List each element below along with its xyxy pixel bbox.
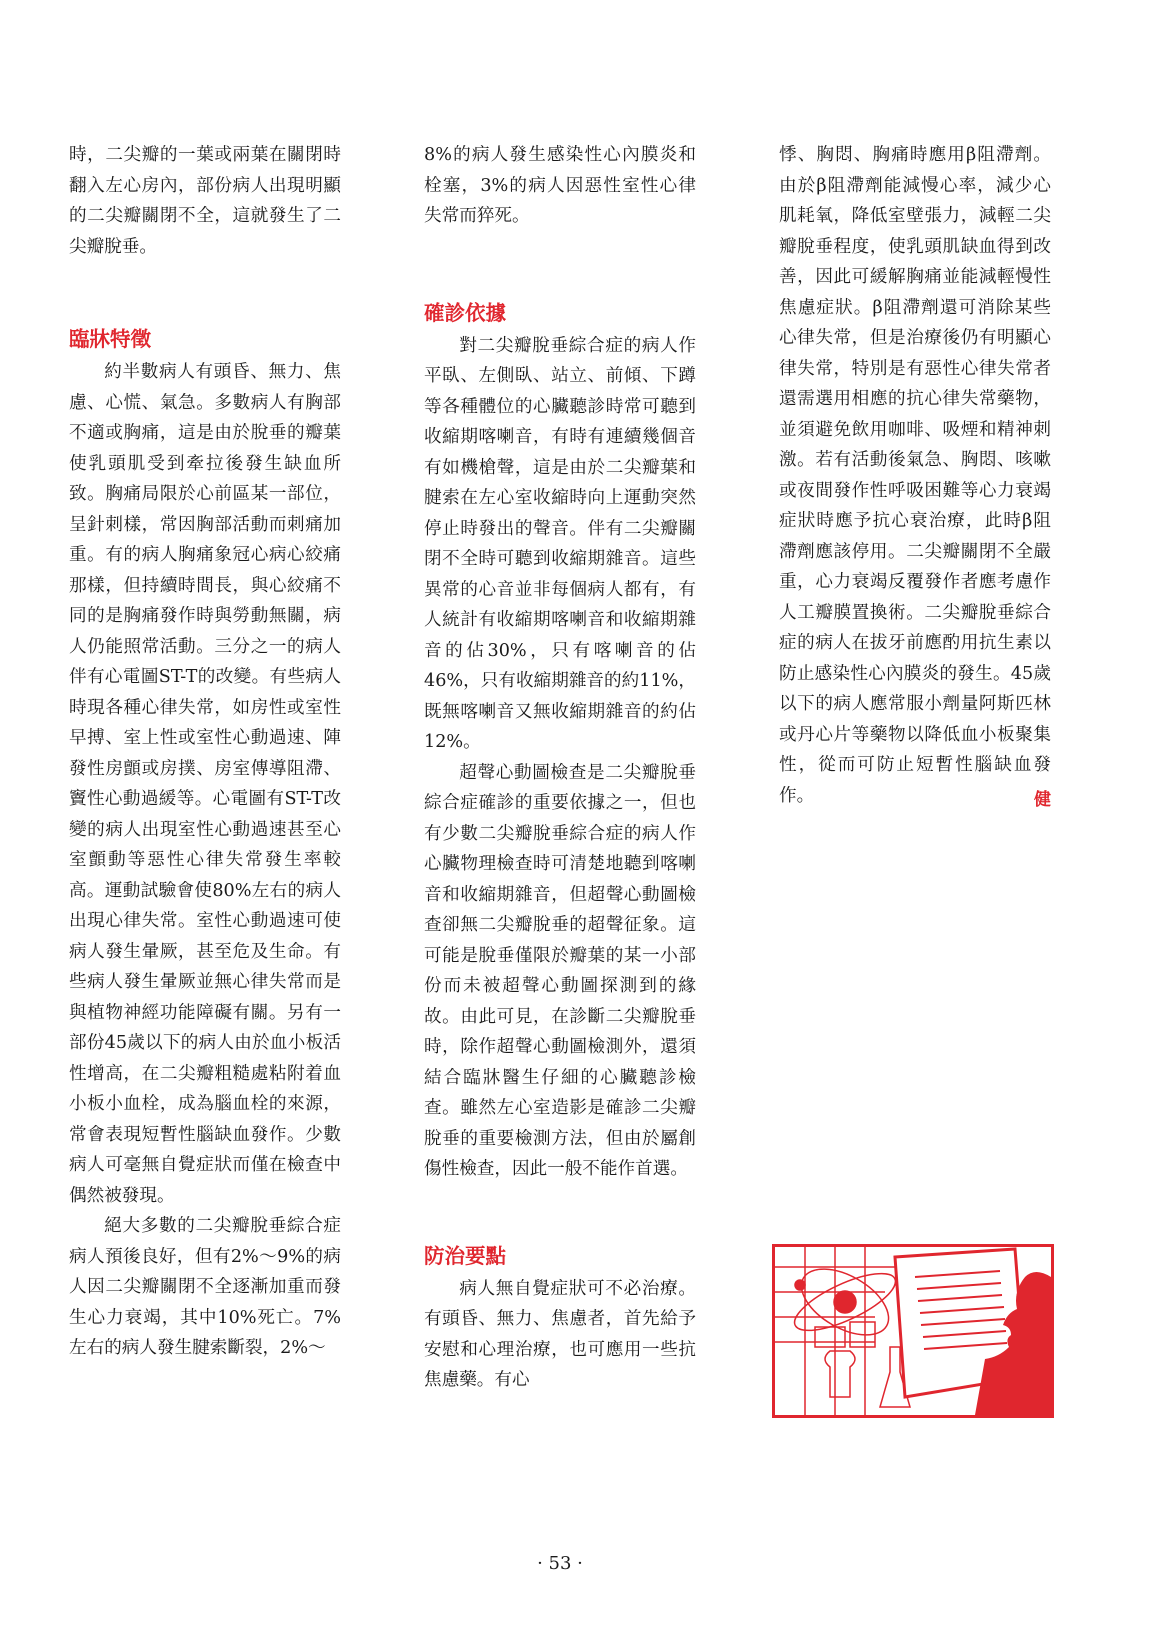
section-heading-diagnosis: 確診依據 xyxy=(424,300,506,325)
column-3 xyxy=(779,140,1051,815)
paragraph-treatment-1: 病人無自覺症狀可不必治療。有頭昏、無力、焦慮者，首先給予安慰和心理治療，也可應用一些抗焦慮藥。有心 xyxy=(424,1278,696,1390)
reader-silhouette-illustration xyxy=(772,1244,1054,1418)
illustration-graphic xyxy=(775,1247,1051,1415)
end-mark-seal: 健 xyxy=(1034,789,1051,810)
paragraph-continued: 8%的病人發生感染性心內膜炎和栓塞，3%的病人因惡性室性心律失常而猝死。 xyxy=(424,145,696,226)
page-number: · 53 · xyxy=(537,1553,583,1574)
column-2 xyxy=(424,140,696,1396)
paragraph-clinical-1: 約半數病人有頭昏、無力、焦慮、心慌、氣急。多數病人有胸部不適或胸痛，這是由於脫垂的瓣葉使乳頭肌受到牽拉後發生缺血所致。胸痛局限於心前區某一部位，呈針刺樣，常因胸部活動而刺痛加重。有的病人胸痛象冠心病心絞痛那樣，但持續時間長，與心絞痛不同的是胸痛發作時與勞動無關，病人仍能照常活動。三分之一的病人伴有心電圖ST-T的改變。有些病人時現各種心律失常，如房性或室性早搏、室上性或室性心動過速、陣發性房顫或房撲、房室傳導阻滯、竇性心動過緩等。心電圖有ST-T改變的病人出現室性心動過速甚至心室顫動等惡性心律失常發生率較高。運動試驗會使80%左右的病人出現心律失常。室性心動過速可使病人發生暈厥，甚至危及生命。有些病人發生暈厥並無心律失常而是與植物神經功能障礙有關。另有一部份45歲以下的病人由於血小板活性增高，在二尖瓣粗糙處粘附着血小板小血栓，成為腦血栓的來源，常會表現短暫性腦缺血發作。少數病人可毫無自覺症狀而僅在檢查中偶然被發現。 xyxy=(69,362,341,1206)
paragraph-intro: 時，二尖瓣的一葉或兩葉在關閉時翻入左心房內，部份病人出現明顯的二尖瓣關閉不全，這就發生了二尖瓣脫垂。 xyxy=(69,145,341,257)
paragraph-treatment-text: 悸、胸悶、胸痛時應用β阻滯劑。由於β阻滯劑能減慢心率，減少心肌耗氧，降低室壁張力，減輕二尖瓣脫垂程度，使乳頭肌缺血得到改善，因此可緩解胸痛並能減輕慢性焦慮症狀。β阻滯劑還可消除某些心律失常，但是治療後仍有明顯心律失常，特別是有惡性心律失常者還需選用相應的抗心律失常藥物，並須避免飲用咖啡、吸煙和精神刺激。若有活動後氣急、胸悶、咳嗽或夜間發作性呼吸困難等心力衰竭症狀時應予抗心衰治療，此時β阻滯劑應該停用。二尖瓣關閉不全嚴重，心力衰竭反覆發作者應考慮作人工瓣膜置換術。二尖瓣脫垂綜合症的病人在拔牙前應酌用抗生素以防止感染性心內膜炎的發生。45歲以下的病人應常服小劑量阿斯匹林或丹心片等藥物以降低血小板聚集性，從而可防止短暫性腦缺血發作。 xyxy=(779,145,1051,806)
paragraph-diagnosis-2: 超聲心動圖檢查是二尖瓣脫垂綜合症確診的重要依據之一，但也有少數二尖瓣脫垂綜合症的病人作心臟物理檢查時可清楚地聽到喀喇音和收縮期雜音，但超聲心動圖檢查卻無二尖瓣脫垂的超聲征象。這可能是脫垂僅限於瓣葉的某一小部份而未被超聲心動圖探測到的緣故。由此可見，在診斷二尖瓣脫垂時，除作超聲心動圖檢測外，還須結合臨牀醫生仔細的心臟聽診檢查。雖然左心室造影是確診二尖瓣脫垂的重要檢測方法，但由於屬創傷性檢查，因此一般不能作首選。 xyxy=(424,762,696,1179)
section-heading-clinical-features: 臨牀特徵 xyxy=(69,327,151,351)
paragraph-diagnosis-1: 對二尖瓣脫垂綜合症的病人作平臥、左側臥、站立、前傾、下蹲等各種體位的心臟聽診時常可聽到收縮期喀喇音，有時有連續幾個音有如機槍聲，這是由於二尖瓣葉和腱索在左心室收縮時向上運動突然停止時發出的聲音。伴有二尖瓣關閉不全時可聽到收縮期雜音。這些異常的心音並非每個病人都有，有人統計有收縮期喀喇音和收縮期雜音的佔30%，只有喀喇音的佔46%，只有收縮期雜音的約11%，既無喀喇音又無收縮期雜音的約佔12%。 xyxy=(424,335,696,752)
paragraph-treatment-continued xyxy=(779,140,1051,811)
section-heading-treatment: 防治要點 xyxy=(424,1243,506,1268)
column-1 xyxy=(69,140,341,1364)
paragraph-clinical-2: 絕大多數的二尖瓣脫垂綜合症病人預後良好，但有2%～9%的病人因二尖瓣關閉不全逐漸加重而發生心力衰竭，其中10%死亡。7%左右的病人發生腱索斷裂，2%～ xyxy=(69,1216,341,1358)
